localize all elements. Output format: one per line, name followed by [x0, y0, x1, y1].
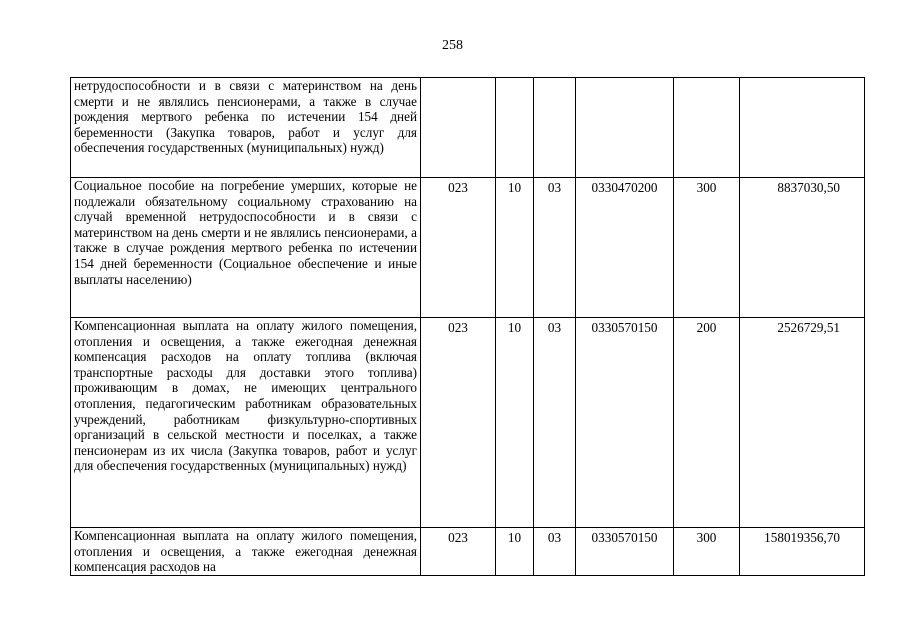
row-expense-type: 300 [674, 178, 740, 318]
row-ved-code: 023 [421, 178, 496, 318]
row-amount: 158019356,70 [740, 528, 865, 576]
row-section-code: 10 [496, 178, 534, 318]
row-description: Социальное пособие на погребение умерших, которые не подлежали обязательному социальному страхованию на случай временной нетрудоспособности и в связи с материнством на день смерти и не являлись пенсионерами, а также в случае рождения мертвого ребенка по истечении 154 дней беременности (Социальное обеспечение и иные выплаты населению) [71, 178, 421, 318]
page-number: 258 [442, 38, 463, 53]
row-ved-code: 023 [421, 318, 496, 528]
table-row [71, 528, 865, 576]
row-amount [740, 78, 865, 178]
row-expense-type: 300 [674, 528, 740, 576]
table-row [71, 78, 865, 178]
row-subsection-code: 03 [534, 318, 576, 528]
row-subsection-code [534, 78, 576, 178]
row-expense-type [674, 78, 740, 178]
row-section-code: 10 [496, 318, 534, 528]
row-section-code [496, 78, 534, 178]
table-row [71, 178, 865, 318]
row-description: Компенсационная выплата на оплату жилого помещения, отопления и освещения, а также ежегодная денежная компенсация расходов на [71, 528, 421, 576]
row-section-code: 10 [496, 528, 534, 576]
row-target-article [576, 78, 674, 178]
budget-table [70, 77, 865, 576]
row-description: Компенсационная выплата на оплату жилого помещения, отопления и освещения, а также ежегодная денежная компенсация расходов на оплату топлива (включая транспортные расходы для доставки этого топлива) проживающим в домах, не имеющих центрального отопления, педагогическим работникам образовательных учреждений, работникам физкультурно-спортивных организаций в сельской местности и поселках, а также пенсионерам из их числа (Закупка товаров, работ и услуг для обеспечения государственных (муниципальных) нужд) [71, 318, 421, 528]
row-target-article: 0330470200 [576, 178, 674, 318]
row-subsection-code: 03 [534, 178, 576, 318]
row-ved-code [421, 78, 496, 178]
row-subsection-code: 03 [534, 528, 576, 576]
row-description: нетрудоспособности и в связи с материнством на день смерти и не являлись пенсионерами, а также в случае рождения мертвого ребенка по истечении 154 дней беременности (Закупка товаров, работ и услуг для обеспечения государственных (муниципальных) нужд) [71, 78, 421, 178]
row-target-article: 0330570150 [576, 528, 674, 576]
row-ved-code: 023 [421, 528, 496, 576]
row-amount: 8837030,50 [740, 178, 865, 318]
row-target-article: 0330570150 [576, 318, 674, 528]
row-amount: 2526729,51 [740, 318, 865, 528]
row-expense-type: 200 [674, 318, 740, 528]
table-row [71, 318, 865, 528]
